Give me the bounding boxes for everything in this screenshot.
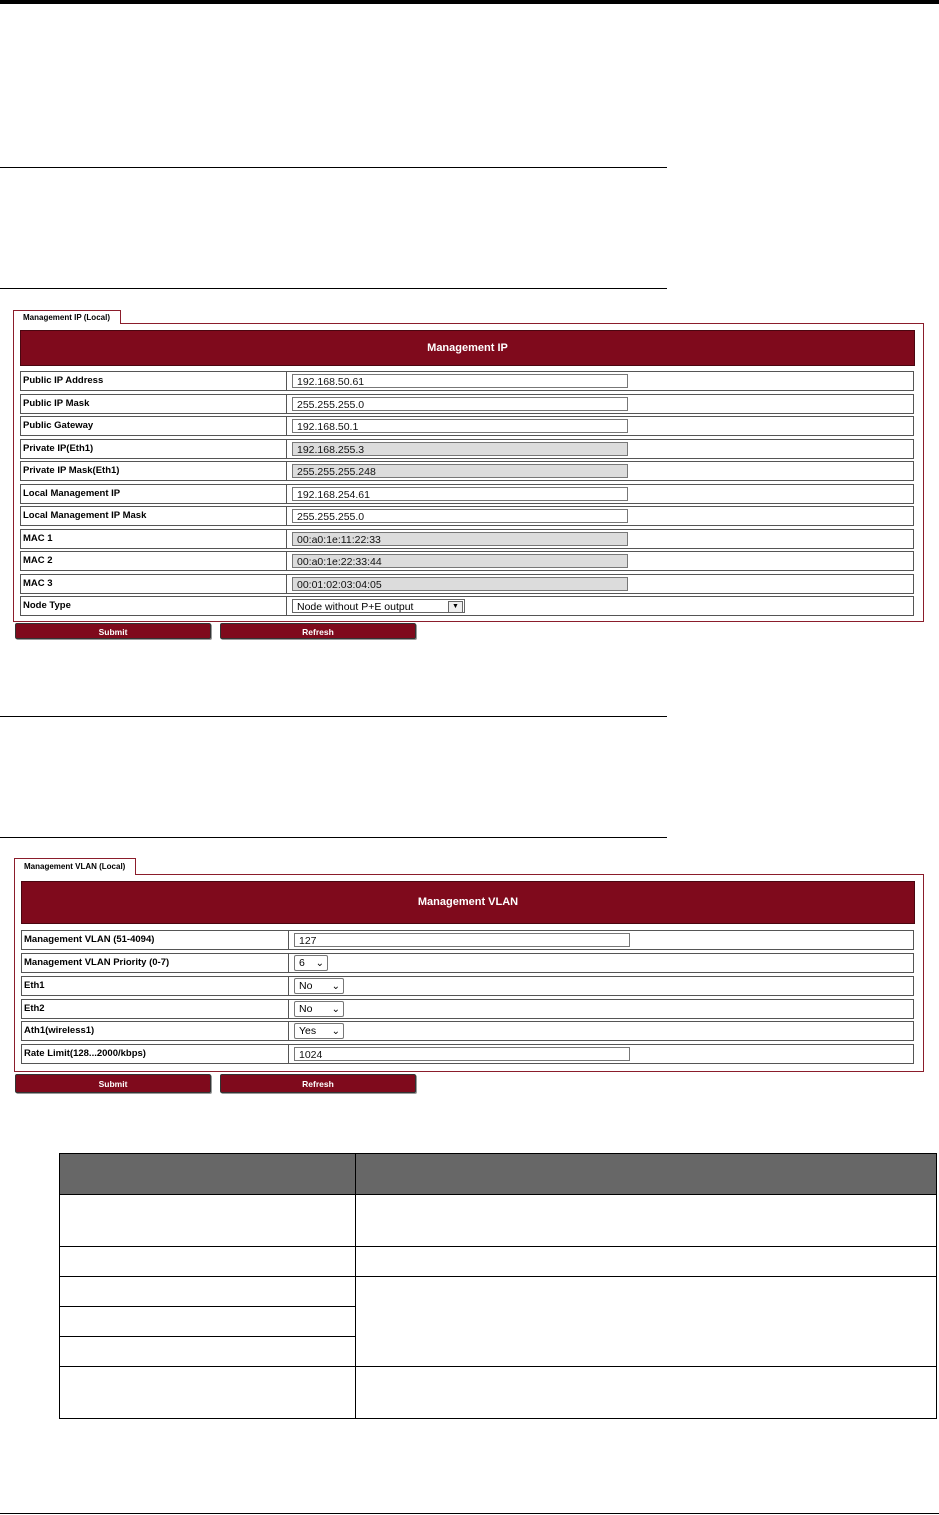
field-label: Local Management IP	[21, 485, 287, 503]
field-label: Eth2	[22, 1000, 289, 1018]
field-label: Ath1(wireless1)	[22, 1022, 289, 1040]
table-row	[60, 1367, 937, 1419]
field-label: Public IP Mask	[21, 395, 287, 413]
private-ip-mask-field: 255.255.255.248	[292, 464, 628, 478]
field-label: Node Type	[21, 597, 287, 615]
table-cell	[356, 1195, 937, 1247]
node-type-select[interactable]	[292, 599, 465, 613]
table-header-cell	[356, 1154, 937, 1195]
private-ip-field: 192.168.255.3	[292, 442, 628, 456]
table-cell	[60, 1277, 356, 1307]
public-gateway-input[interactable]: 192.168.50.1	[292, 419, 628, 433]
bottom-rule	[0, 1513, 939, 1514]
field-label: Local Management IP Mask	[21, 507, 287, 525]
table-row	[60, 1247, 937, 1277]
mac1-field: 00:a0:1e:11:22:33	[292, 532, 628, 546]
table-cell	[356, 1367, 937, 1419]
ath1-select[interactable]	[294, 1023, 344, 1039]
management-vlan-panel	[14, 874, 924, 1072]
eth1-row	[21, 976, 914, 996]
public-ip-row	[20, 371, 914, 391]
vlan-id-row	[21, 930, 914, 950]
panel-title: Management IP	[20, 330, 915, 366]
eth2-value: No	[299, 1003, 313, 1015]
submit-button[interactable]: Submit	[15, 623, 211, 639]
dropdown-arrow-icon[interactable]: ▼	[448, 601, 463, 613]
submit-button[interactable]: Submit	[15, 1074, 211, 1093]
divider	[0, 288, 667, 289]
private-ip-mask-row	[20, 461, 914, 481]
refresh-button[interactable]: Refresh	[220, 1074, 416, 1093]
node-type-row	[20, 596, 914, 616]
ath1-value: Yes	[299, 1025, 317, 1037]
field-label: Management VLAN (51-4094)	[22, 931, 289, 949]
table-row	[60, 1195, 937, 1247]
chevron-down-icon: ⌄	[331, 981, 340, 992]
local-management-mask-input[interactable]: 255.255.255.0	[292, 509, 628, 523]
field-label: Management VLAN Priority (0-7)	[22, 954, 289, 972]
node-type-value: Node without P+E output	[297, 601, 414, 613]
mac3-field: 00:01:02:03:04:05	[292, 577, 628, 591]
table-cell	[60, 1307, 356, 1337]
tab-management-vlan[interactable]: Management VLAN (Local)	[14, 858, 136, 875]
vlan-id-input[interactable]: 127	[294, 933, 630, 947]
management-ip-panel	[13, 323, 924, 622]
rate-limit-row	[21, 1044, 914, 1064]
public-ip-mask-row	[20, 394, 914, 414]
divider	[0, 837, 667, 838]
field-label: Public Gateway	[21, 417, 287, 435]
public-ip-input[interactable]: 192.168.50.61	[292, 374, 628, 388]
mac2-row	[20, 551, 914, 571]
panel-title: Management VLAN	[21, 881, 915, 924]
mac3-row	[20, 574, 914, 594]
rate-limit-input[interactable]: 1024	[294, 1047, 630, 1061]
field-label: Private IP(Eth1)	[21, 440, 287, 458]
refresh-button[interactable]: Refresh	[220, 623, 416, 639]
top-rule	[0, 0, 939, 4]
vlan-priority-value: 6	[299, 957, 305, 969]
public-gateway-row	[20, 416, 914, 436]
divider	[0, 167, 667, 168]
local-management-ip-input[interactable]: 192.168.254.61	[292, 487, 628, 501]
eth1-value: No	[299, 980, 313, 992]
eth1-select[interactable]	[294, 978, 344, 994]
field-label: Private IP Mask(Eth1)	[21, 462, 287, 480]
public-ip-mask-input[interactable]: 255.255.255.0	[292, 397, 628, 411]
vlan-priority-select[interactable]	[294, 955, 328, 971]
field-label: Public IP Address	[21, 372, 287, 390]
private-ip-row	[20, 439, 914, 459]
table-header-cell	[60, 1154, 356, 1195]
local-management-ip-row	[20, 484, 914, 504]
tab-management-ip[interactable]: Management IP (Local)	[13, 310, 121, 324]
table-cell	[60, 1247, 356, 1277]
ath1-row	[21, 1021, 914, 1041]
vlan-priority-row	[21, 953, 914, 973]
eth2-select[interactable]	[294, 1001, 344, 1017]
mac1-row	[20, 529, 914, 549]
field-label: MAC 3	[21, 575, 287, 593]
chevron-down-icon: ⌄	[331, 1026, 340, 1037]
description-table	[59, 1153, 937, 1419]
field-label: Eth1	[22, 977, 289, 995]
table-cell	[356, 1277, 937, 1367]
field-label: Rate Limit(128...2000/kbps)	[22, 1045, 289, 1063]
chevron-down-icon: ⌄	[315, 958, 324, 969]
table-header-row	[60, 1154, 937, 1195]
local-management-mask-row	[20, 506, 914, 526]
field-label: MAC 2	[21, 552, 287, 570]
table-cell	[60, 1367, 356, 1419]
table-cell	[356, 1247, 937, 1277]
mac2-field: 00:a0:1e:22:33:44	[292, 554, 628, 568]
divider	[0, 716, 667, 717]
table-row	[60, 1277, 937, 1307]
eth2-row	[21, 999, 914, 1019]
chevron-down-icon: ⌄	[331, 1004, 340, 1015]
table-cell	[60, 1195, 356, 1247]
field-label: MAC 1	[21, 530, 287, 548]
table-cell	[60, 1337, 356, 1367]
